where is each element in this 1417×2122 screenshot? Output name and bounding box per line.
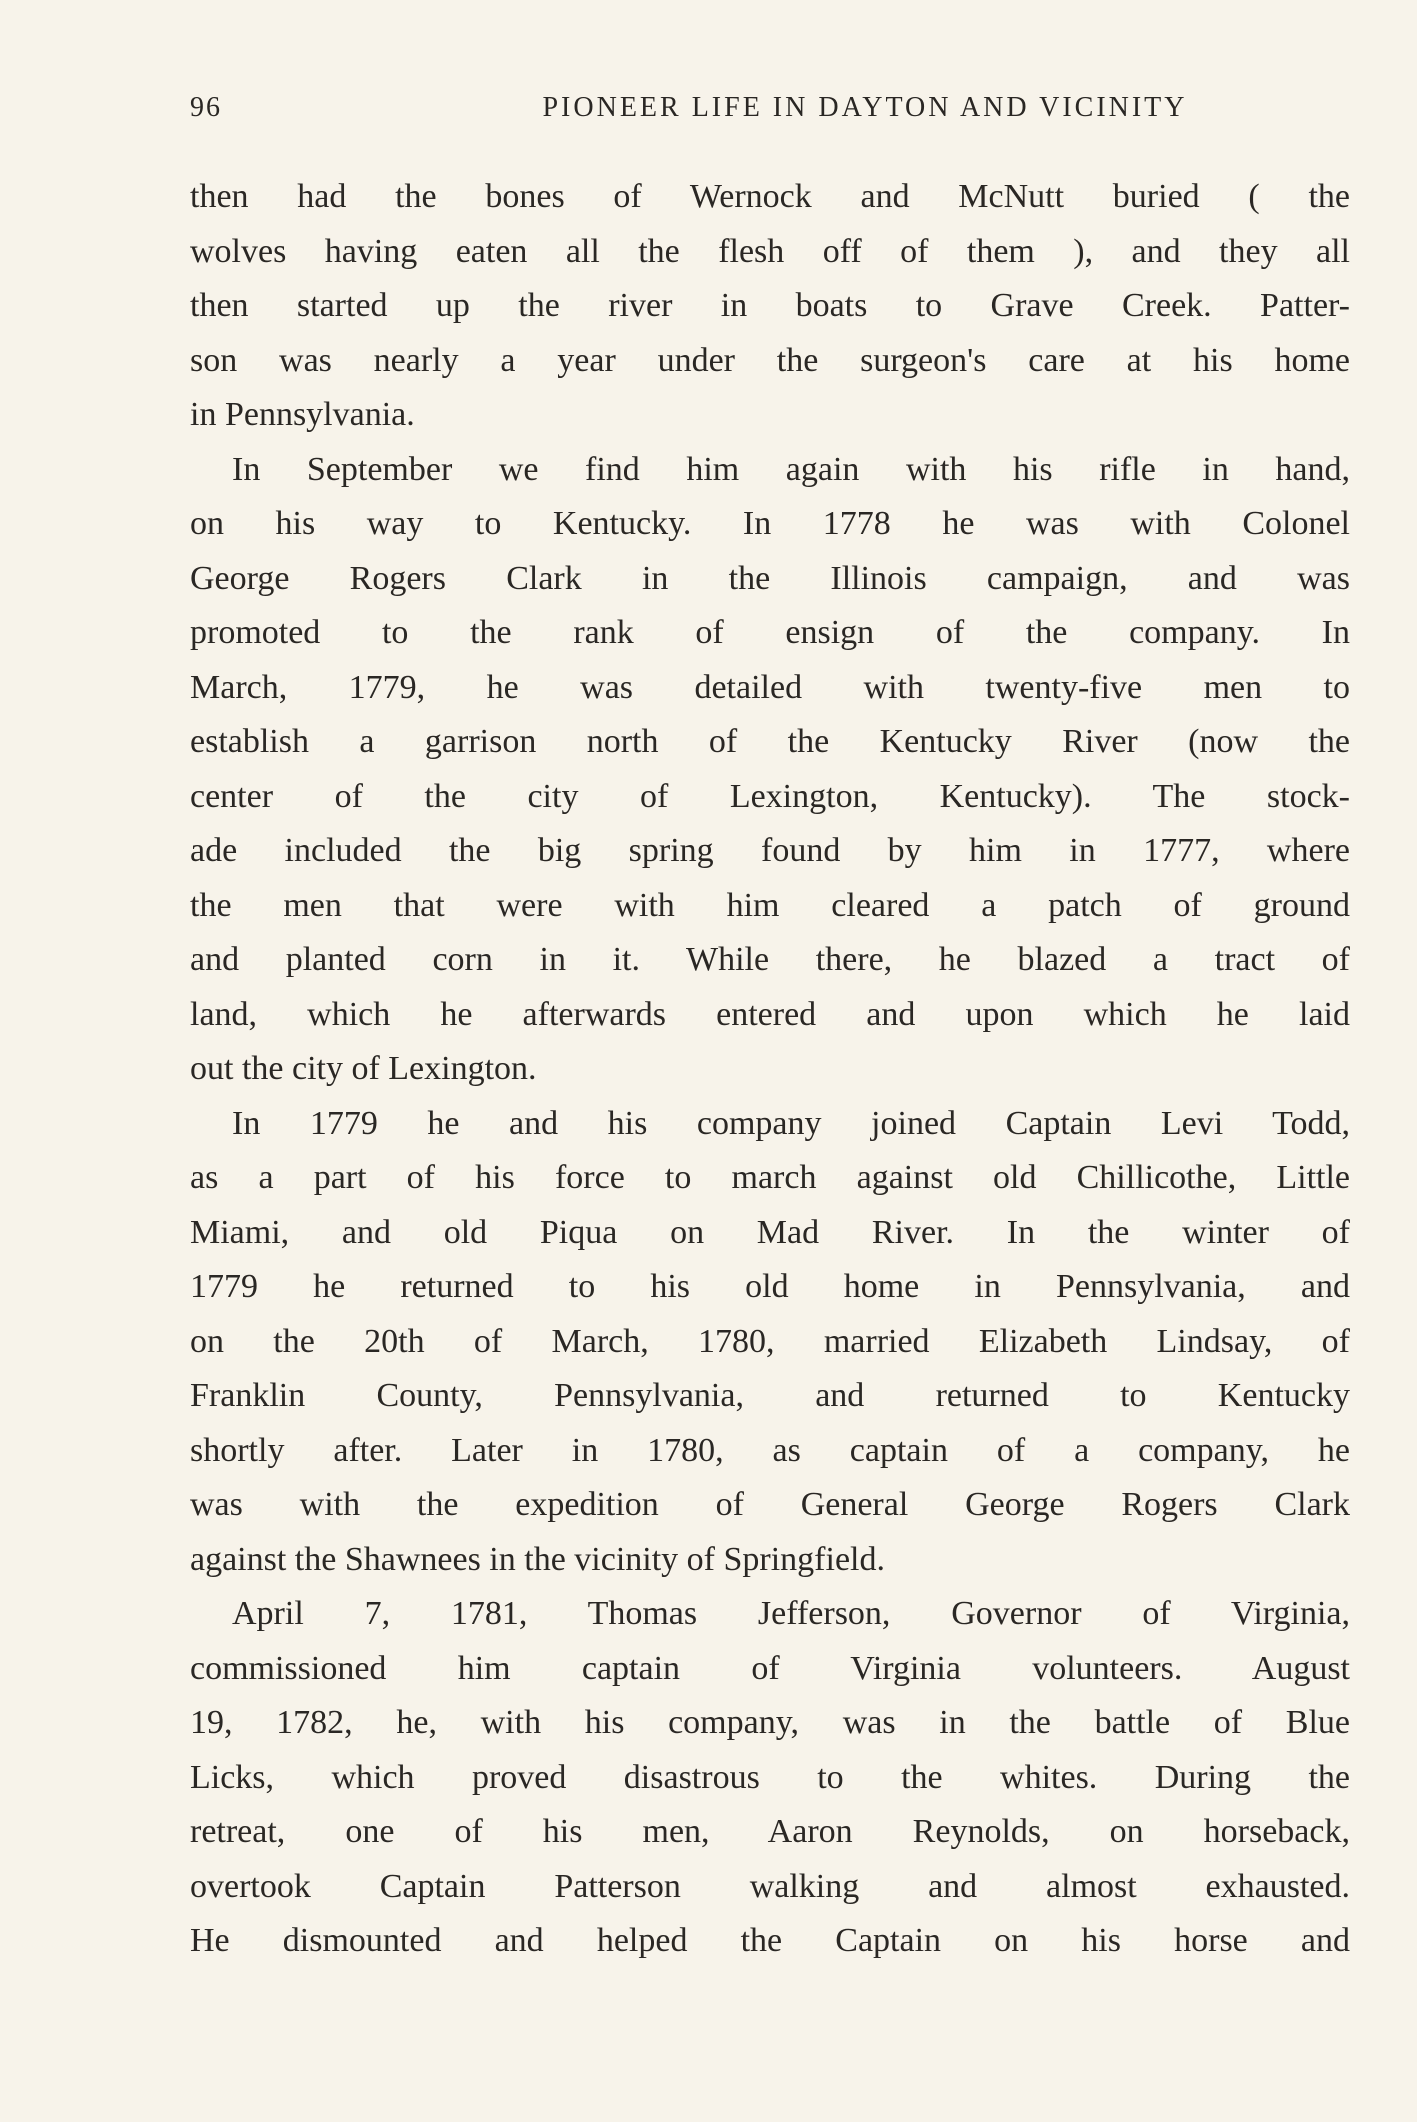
- text-line: then had the bones of Wernock and McNutt buried ( the: [190, 178, 1350, 215]
- text-line: ade included the big spring found by him in 1777, where: [190, 832, 1350, 869]
- text-line: commissioned him captain of Virginia volunteers. August: [190, 1649, 1350, 1687]
- text-line: was with the expedition of General George Rogers Clark: [190, 1486, 1350, 1523]
- text-line: son was nearly a year under the surgeon's care at his home: [190, 341, 1350, 379]
- text-line: Miami, and old Piqua on Mad River. In the winter of: [190, 1213, 1350, 1251]
- text-line: against the Shawnees in the vicinity of Springfield.: [190, 1540, 885, 1578]
- text-line: on his way to Kentucky. In 1778 he was with Colonel: [190, 505, 1350, 542]
- text-line: March, 1779, he was detailed with twenty-five men to: [190, 668, 1350, 706]
- text-line: George Rogers Clark in the Illinois campaign, and was: [190, 559, 1350, 597]
- text-line: in Pennsylvania.: [190, 396, 415, 433]
- text-line: as a part of his force to march against old Chillicothe, Little: [190, 1159, 1350, 1196]
- paragraph-start-line: In 1779 he and his company joined Captain Levi Todd,: [232, 1104, 1350, 1142]
- text-line: on the 20th of March, 1780, married Elizabeth Lindsay, of: [190, 1322, 1350, 1360]
- paragraph-start-line: April 7, 1781, Thomas Jefferson, Governor of Virginia,: [232, 1595, 1350, 1632]
- body-text: [190, 170, 1350, 1969]
- text-line: Licks, which proved disastrous to the whites. During the: [190, 1758, 1350, 1796]
- text-line: Franklin County, Pennsylvania, and returned to Kentucky: [190, 1377, 1350, 1414]
- running-head: [190, 92, 1350, 132]
- text-line: 1779 he returned to his old home in Pennsylvania, and: [190, 1268, 1350, 1305]
- text-line: land, which he afterwards entered and upon which he laid: [190, 995, 1350, 1033]
- text-line: establish a garrison north of the Kentucky River (now the: [190, 723, 1350, 760]
- text-line: the men that were with him cleared a patch of ground: [190, 886, 1350, 924]
- text-line: and planted corn in it. While there, he blazed a tract of: [190, 941, 1350, 978]
- text-line: retreat, one of his men, Aaron Reynolds, on horseback,: [190, 1813, 1350, 1850]
- text-line: He dismounted and helped the Captain on his horse and: [190, 1922, 1350, 1959]
- text-line: shortly after. Later in 1780, as captain of a company, he: [190, 1431, 1350, 1469]
- text-line: then started up the river in boats to Grave Creek. Patter-: [190, 287, 1350, 324]
- text-line: 19, 1782, he, with his company, was in the battle of Blue: [190, 1704, 1350, 1741]
- text-line: promoted to the rank of ensign of the company. In: [190, 614, 1350, 651]
- text-line: center of the city of Lexington, Kentucky). The stock-: [190, 777, 1350, 815]
- running-title: PIONEER LIFE IN DAYTON AND VICINITY: [542, 92, 1188, 123]
- text-line: overtook Captain Patterson walking and almost exhausted.: [190, 1867, 1350, 1905]
- text-line: out the city of Lexington.: [190, 1050, 537, 1087]
- page-number: 96: [190, 92, 222, 123]
- paragraph-start-line: In September we find him again with his rifle in hand,: [232, 450, 1350, 488]
- text-line: wolves having eaten all the flesh off of them ), and they all: [190, 232, 1350, 270]
